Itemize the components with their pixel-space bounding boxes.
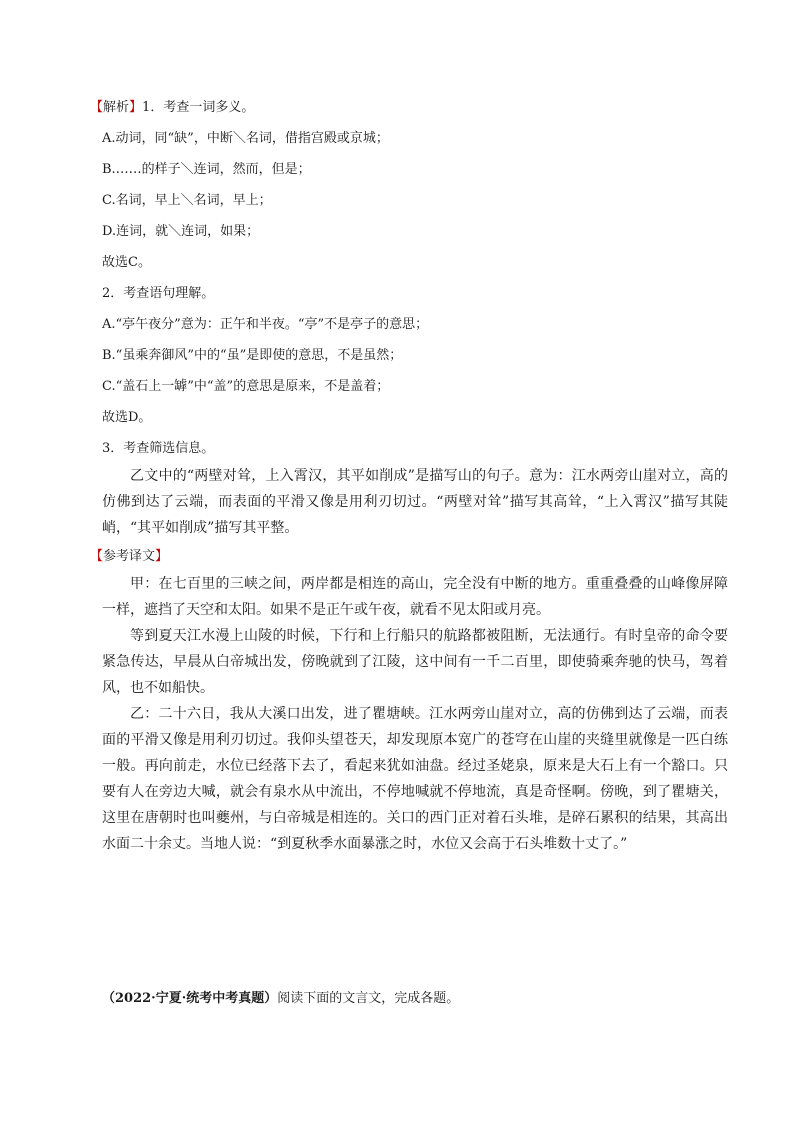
q3-title: 3．考查筛选信息。 [102, 441, 215, 456]
translation-paragraph-jia: 甲：在七百里的三峡之间，两岸都是相连的高山，完全没有中断的地方。重重叠叠的山峰像屏障一样，遮挡了天空和太阳。如果不是正午或午夜，就看不见太阳或月亮。 [102, 576, 728, 618]
q1-answer: 故选C。 [102, 255, 151, 270]
question-source-text: 阅读下面的文言文，完成各题。 [277, 991, 460, 1006]
q2-option-b: B.“虽乘奔御风”中的“虽”是即使的意思，不是虽然； [102, 348, 403, 363]
analysis-bracket-close: 】 [129, 100, 143, 115]
q1-option-c: C.名词，早上＼名词，早上； [102, 193, 272, 208]
translation-heading: 参考译文 [103, 549, 156, 564]
analysis-q1-title-line [90, 100, 728, 116]
q2-title: 2．考查语句理解。 [102, 286, 215, 301]
question-source-tag: （2022·宁夏·统考中考真题） [102, 991, 278, 1006]
translation-paragraph-summer: 等到夏天江水漫上山陵的时候，下行和上行船只的航路都被阻断，无法通行。有时皇帝的命令要紧急传达，早晨从白帝城出发，傍晚就到了江陵，这中间有一千二百里，即使骑乘奔驰的快马，驾着风，也不如船快。 [102, 628, 728, 696]
translation-heading-line [90, 549, 728, 565]
q1-option-a: A.动词，同“缺”，中断＼名词，借指宫殿或京城； [102, 131, 389, 146]
document-body [90, 100, 728, 857]
analysis-bracket-open: 【 [90, 100, 104, 115]
analysis-heading: 解析 [103, 100, 130, 115]
translation-bracket-open: 【 [90, 549, 104, 564]
q2-option-c: C.“盖石上一罅”中“盖”的意思是原来，不是盖着； [102, 379, 390, 394]
q1-option-b: B.……的样子＼连词，然而，但是； [102, 162, 311, 177]
q2-answer: 故选D。 [102, 410, 152, 425]
q3-explanation: 乙文中的“两壁对耸，上入霄汉，其平如削成”是描写山的句子。意为：江水两旁山崖对立，高的仿佛到达了云端，而表面的平滑又像是用利刃切过。“两壁对耸”描写其高耸，“上入霄汉”描写其陡峭，“其平如削成”描写其平整。 [102, 468, 728, 536]
q1-option-d: D.连词，就＼连词，如果； [102, 224, 260, 239]
question-source-line [102, 991, 459, 1007]
translation-bracket-close: 】 [155, 549, 169, 564]
translation-paragraph-yi: 乙：二十六日，我从大溪口出发，进了瞿塘峡。江水两旁山崖对立，高的仿佛到达了云端，而表面的平滑又像是用利刃切过。我仰头望苍天，却发现原本宽广的苍穹在山崖的夹缝里就像是一匹白练一般。再向前走，水位已经落下去了，看起来犹如油盘。经过圣姥泉，原来是大石上有一个豁口。只要有人在旁边大喊，就会有泉水从中流出，不停地喊就不停地流，真是奇怪啊。傍晚，到了瞿塘关，这里在唐朝时也叫夔州，与白帝城是相连的。关口的西门正对着石头堆，是碎石累积的结果，其高出水面二十余丈。当地人说：“到夏秋季水面暴涨之时，水位又会高于石头堆数十丈了。” [102, 706, 728, 852]
analysis-section [90, 100, 728, 457]
q1-title: 1．考查一词多义。 [142, 100, 255, 115]
q2-option-a: A.“亭午夜分”意为：正午和半夜。“亭”不是亭子的意思； [102, 317, 429, 332]
